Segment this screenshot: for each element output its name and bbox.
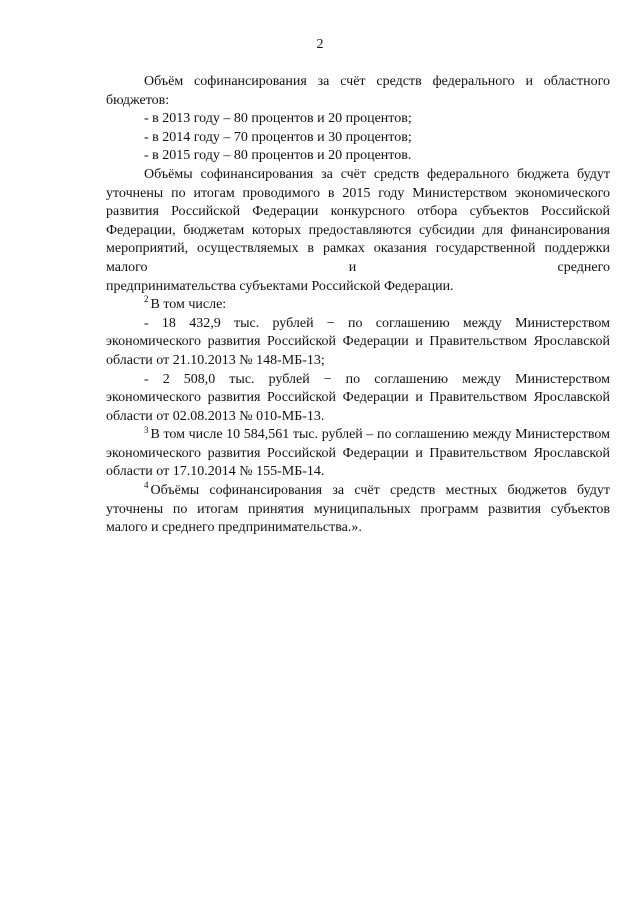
footnote-3 (106, 426, 610, 482)
footnote-2 (106, 296, 610, 315)
footnote-4-text: Объёмы софинансирования за счёт средств местных бюджетов будут уточнены по итогам принятия муниципальных программ развития субъектов малого и среднего предпринимательства.». (106, 483, 610, 536)
footnote-2-text: В том числе: (150, 297, 227, 313)
year-2014-item: - в 2014 году – 70 процентов и 30 процентов; (144, 129, 412, 145)
footnote-3-text: В том числе 10 584,561 тыс. рублей – по соглашению между Министерством экономического развития Российской Федерации и Правительством Ярославской области от 17.10.2014 № 155-МБ-14. (106, 427, 610, 480)
page-number: 2 (316, 37, 324, 52)
footnote-2-item-2: - 2 508,0 тыс. рублей − по соглашению между Министерством экономического развития Российской Федерации и Правительством Ярославской области от 02.08.2013 № 010-МБ-13. (106, 371, 610, 424)
federal-budget-paragraph: Объёмы софинансирования за счёт средств федерального бюджета будут уточнены по итогам проводимого в 2015 году Министерством экономического развития Российской Федерации конкурсного отбора субъектов Российской Федерации, бюджетам которых предоставляются субсидии для финансирования мероприятий, осуществляемых в рамках оказания государственной поддержки малого и среднего (106, 166, 610, 275)
year-2013-item: - в 2013 году – 80 процентов и 20 процентов; (144, 111, 412, 127)
cofinancing-intro-paragraph: Объём софинансирования за счёт средств федерального и областного бюджетов: (106, 74, 610, 108)
footnote-4 (106, 482, 610, 538)
year-2015-item: - в 2015 году – 80 процентов и 20 процентов. (144, 148, 412, 164)
footnote-4-marker: 4 (144, 480, 149, 491)
federal-budget-paragraph-end: предпринимательства субъектами Российской Федерации. (106, 278, 454, 294)
footnote-2-marker: 2 (144, 294, 149, 305)
footnote-3-marker: 3 (144, 424, 149, 435)
footnote-2-item-1: - 18 432,9 тыс. рублей − по соглашению между Министерством экономического развития Российской Федерации и Правительством Ярославской области от 21.10.2013 № 148-МБ-13; (106, 315, 610, 368)
document-body (106, 73, 610, 538)
